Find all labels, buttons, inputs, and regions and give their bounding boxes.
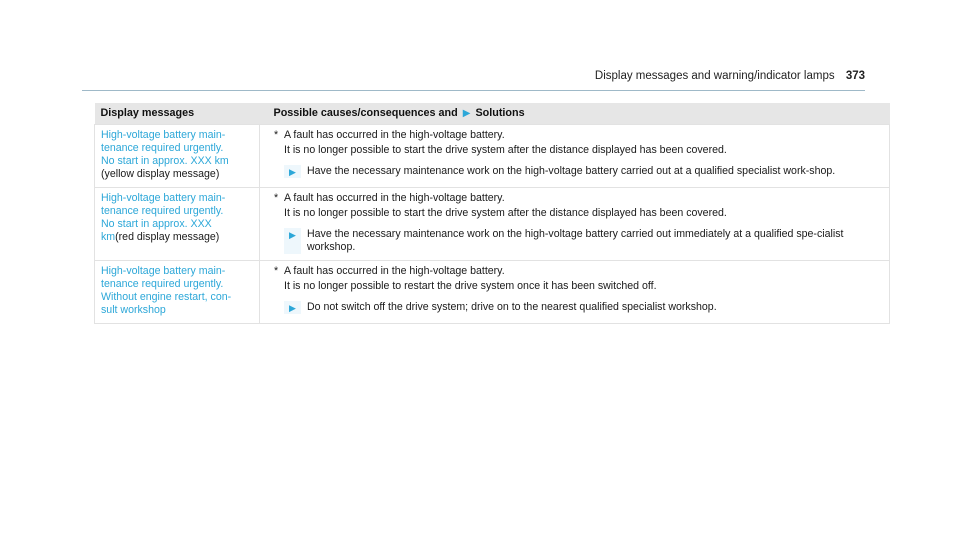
page-header (0, 70, 865, 82)
col-display-messages-header: Display messages (95, 103, 260, 125)
message-line: High-voltage battery main- (101, 192, 226, 204)
table-header-row (95, 103, 890, 125)
message-line: Without engine restart, con- (101, 291, 232, 303)
message-line: sult workshop (101, 304, 166, 316)
message-line: No start in approx. XXX (101, 218, 212, 230)
consequence-text: It is no longer possible to start the drive system after the distance displayed has been covered. (284, 207, 727, 219)
cause-item (274, 129, 883, 142)
consequence-text: It is no longer possible to restart the drive system once it has been switched off. (284, 280, 657, 292)
col-causes-header-label: Possible causes/consequences and (273, 107, 458, 119)
message-line: tenance required urgently. (101, 142, 224, 154)
consequence-text: It is no longer possible to start the drive system after the distance displayed has been covered. (284, 144, 727, 156)
solution-text: Do not switch off the drive system; drive on to the nearest qualified specialist workshop. (307, 301, 717, 313)
cause-cell (260, 261, 890, 324)
display-message-cell (95, 125, 260, 188)
play-arrow-icon: ▶ (462, 108, 471, 119)
display-message-cell (95, 188, 260, 261)
star-bullet: * (274, 192, 279, 204)
table-row (95, 188, 890, 261)
solution-text: Have the necessary maintenance work on the high-voltage battery carried out immediately at a qualified spe-cialist workshop. (307, 228, 844, 253)
solution-item (274, 228, 883, 254)
cause-text: A fault has occurred in the high-voltage battery. (284, 265, 505, 277)
page-header-title: Display messages and warning/indicator lamps (594, 70, 835, 82)
message-note: (red display message) (115, 231, 220, 243)
cause-item (274, 265, 883, 278)
col-solutions-header-label: Solutions (475, 107, 525, 119)
solution-item (274, 301, 883, 314)
cause-cell (260, 125, 890, 188)
message-unit: km (101, 231, 116, 243)
message-line: High-voltage battery main- (101, 265, 226, 277)
table-row (95, 125, 890, 188)
play-arrow-icon: ▶ (284, 301, 301, 314)
message-line: High-voltage battery main- (101, 129, 226, 141)
cause-item (274, 192, 883, 205)
star-bullet: * (274, 265, 279, 277)
solution-text: Have the necessary maintenance work on the high-voltage battery carried out at a qualified specialist work-shop. (307, 165, 836, 177)
table-row (95, 261, 890, 324)
page-number: 373 (845, 70, 865, 82)
cause-text: A fault has occurred in the high-voltage battery. (284, 192, 505, 204)
play-arrow-icon: ▶ (284, 165, 301, 178)
display-messages-table (94, 103, 890, 324)
cause-text: A fault has occurred in the high-voltage battery. (284, 129, 505, 141)
cause-cell (260, 188, 890, 261)
solution-item (274, 165, 883, 178)
header-divider (82, 90, 865, 91)
display-message-cell (95, 261, 260, 324)
message-note: (yellow display message) (101, 168, 220, 180)
message-line-mixed (101, 231, 251, 244)
play-arrow-icon: ▶ (284, 228, 301, 254)
col-causes-header (260, 103, 890, 125)
message-line: tenance required urgently. (101, 278, 224, 290)
message-line: tenance required urgently. (101, 205, 224, 217)
message-line: No start in approx. XXX km (101, 155, 229, 167)
star-bullet: * (274, 129, 279, 141)
